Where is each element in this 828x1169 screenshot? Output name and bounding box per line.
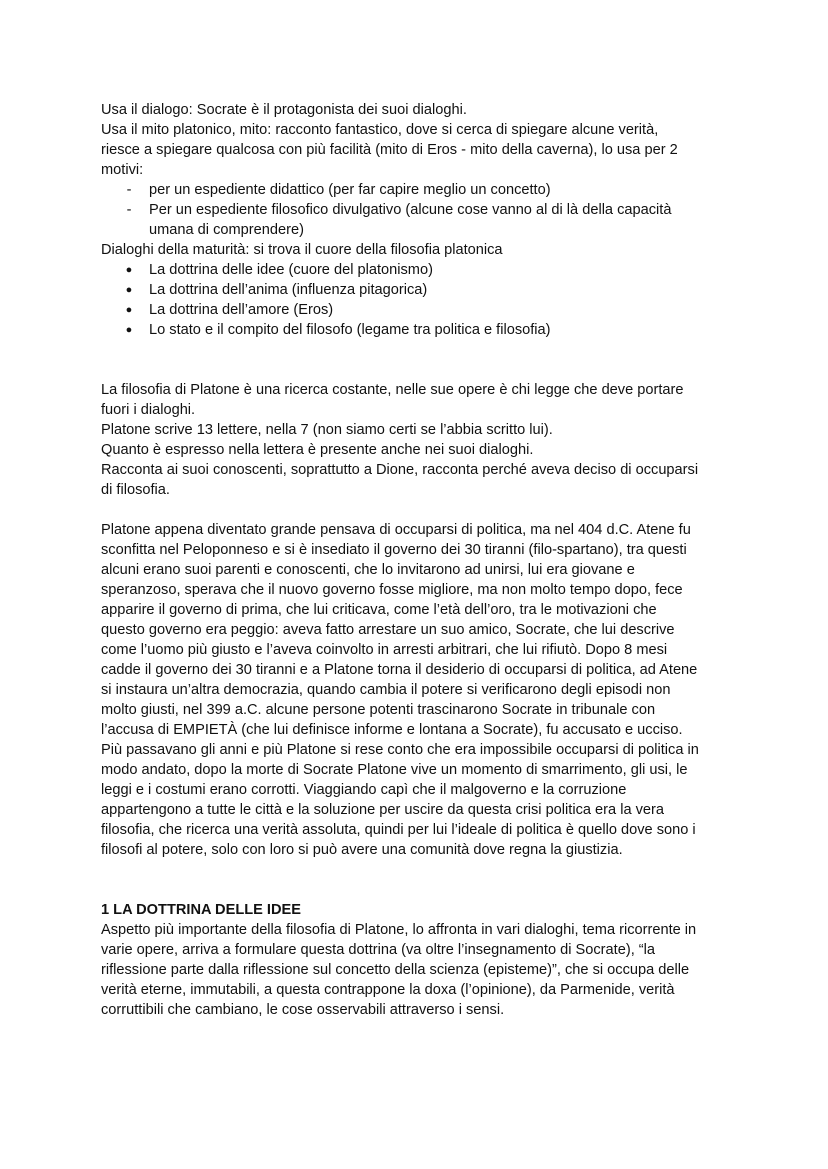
bullet-marker: ● [125, 284, 133, 296]
text-line: riflessione parte dalla riflessione sul concetto della scienza (episteme)”, che si occupa delle [101, 962, 690, 978]
text-line: motivi: [101, 162, 144, 178]
list-item [101, 200, 741, 240]
text-line: Quanto è espresso nella lettera è presente anche nei suoi dialoghi. [101, 442, 534, 458]
text-line: alcuni erano suoi parenti e conoscenti, che lo invitarono ad unirsi, lui era giovane e [101, 562, 635, 578]
list-item [101, 320, 741, 340]
list-item [101, 280, 741, 300]
text-line: cadde il governo dei 30 tiranni e a Platone torna il desiderio di occuparsi di politica, ad Atene [101, 662, 698, 678]
intro-paragraph [101, 100, 741, 180]
list-item-text: La dottrina dell’anima (influenza pitagorica) [149, 282, 428, 298]
bullet-list [101, 260, 741, 340]
dash-marker: - [126, 202, 132, 218]
list-item-text: Lo stato e il compito del filosofo (legame tra politica e filosofia) [149, 322, 551, 338]
blank-line [101, 860, 741, 880]
bullet-marker: ● [125, 324, 133, 336]
text-line: filosofi al potere, solo con loro si può avere una comunità dove regna la giustizia. [101, 842, 623, 858]
politics-paragraph [101, 520, 741, 860]
text-line: leggi e i costumi erano corrotti. Viaggiando capì che il malgoverno e la corruzione [101, 782, 627, 798]
text-line: l’accusa di EMPIETÀ (che lui definisce informe e lontana a Socrate), fu accusato e ucciso. [101, 722, 683, 738]
text-line: varie opere, arriva a formulare questa dottrina (va oltre l’insegnamento di Socrate), “la [101, 942, 656, 958]
list-item-text: per un espediente didattico (per far capire meglio un concetto) [149, 182, 551, 198]
text-line: La filosofia di Platone è una ricerca costante, nelle sue opere è chi legge che deve portare [101, 382, 684, 398]
list-item [101, 260, 741, 280]
text-line: questo governo era peggio: aveva fatto arrestare un suo amico, Socrate, che lui descrive [101, 622, 675, 638]
text-line: modo andato, dopo la morte di Socrate Platone vive un momento di smarrimento, gli usi, le [101, 762, 688, 778]
blank-line [101, 880, 741, 900]
text-line: Racconta ai suoi conoscenti, soprattutto a Dione, racconta perché aveva deciso di occuparsi [101, 462, 699, 478]
text-line: speranzoso, sperava che il nuovo governo fosse migliore, ma non molto tempo dopo, fece [101, 582, 683, 598]
list-item-text: umana di comprendere) [149, 222, 304, 238]
bullet-marker: ● [125, 264, 133, 276]
list-item-text: La dottrina delle idee (cuore del platonismo) [149, 262, 433, 278]
text-line: di filosofia. [101, 482, 170, 498]
text-line: Aspetto più importante della filosofia di Platone, lo affronta in vari dialoghi, tema ricorrente in [101, 922, 697, 938]
text-line: si instaura un’altra democrazia, quando cambia il potere si verificarono degli episodi non [101, 682, 671, 698]
text-line: sconfitta nel Peloponneso e si è insediato il governo dei 30 tiranni (filo-spartano), tra questi [101, 542, 687, 558]
list-item [101, 180, 741, 200]
text-line: verità eterne, immutabili, a questa contrappone la doxa (l’opinione), da Parmenide, verità [101, 982, 675, 998]
text-line: fuori i dialoghi. [101, 402, 196, 418]
letters-paragraph [101, 380, 741, 500]
blank-line [101, 500, 741, 520]
dash-marker: - [126, 182, 132, 198]
text-line: apparire il governo di prima, che lui criticava, come l’età dell’oro, tra le motivazioni che [101, 602, 657, 618]
text-line: molto giusti, nel 399 a.C. alcune persone potenti trascinarono Socrate in tribunale con [101, 702, 656, 718]
dash-list [101, 180, 741, 240]
ideas-paragraph [101, 920, 741, 1020]
text-line: filosofia, che ricerca una verità assoluta, quindi per lui l’ideale di politica è quello dove sono i [101, 822, 696, 838]
text-line: Usa il mito platonico, mito: racconto fantastico, dove si cerca di spiegare alcune verità, [101, 122, 659, 138]
text-line: riesce a spiegare qualcosa con più facilità (mito di Eros - mito della caverna), lo usa per 2 [101, 142, 678, 158]
text-line: come l’uomo più giusto e l’aveva coinvolto in arresti arbitrari, che lui rifiutò. Dopo 8 mesi [101, 642, 668, 658]
list-item [101, 300, 741, 320]
blank-line [101, 340, 741, 360]
section-heading: 1 LA DOTTRINA DELLE IDEE [101, 902, 301, 918]
bullet-marker: ● [125, 304, 133, 316]
list-item-text: La dottrina dell’amore (Eros) [149, 302, 334, 318]
list-item-text: Per un espediente filosofico divulgativo (alcune cose vanno al di là della capacità [149, 202, 672, 218]
maturity-heading: Dialoghi della maturità: si trova il cuore della filosofia platonica [101, 242, 503, 258]
text-line: Più passavano gli anni e più Platone si rese conto che era impossibile occuparsi di politica in [101, 742, 699, 758]
text-line: Platone scrive 13 lettere, nella 7 (non siamo certi se l’abbia scritto lui). [101, 422, 553, 438]
text-line: appartengono a tutte le città e la soluzione per uscire da questa crisi politica era la vera [101, 802, 664, 818]
text-line: corruttibili che cambiano, le cose osservabili attraverso i sensi. [101, 1002, 505, 1018]
text-line: Usa il dialogo: Socrate è il protagonista dei suoi dialoghi. [101, 102, 467, 118]
document-page [101, 100, 741, 1020]
text-line: Platone appena diventato grande pensava di occuparsi di politica, ma nel 404 d.C. Atene fu [101, 522, 691, 538]
blank-line [101, 360, 741, 380]
